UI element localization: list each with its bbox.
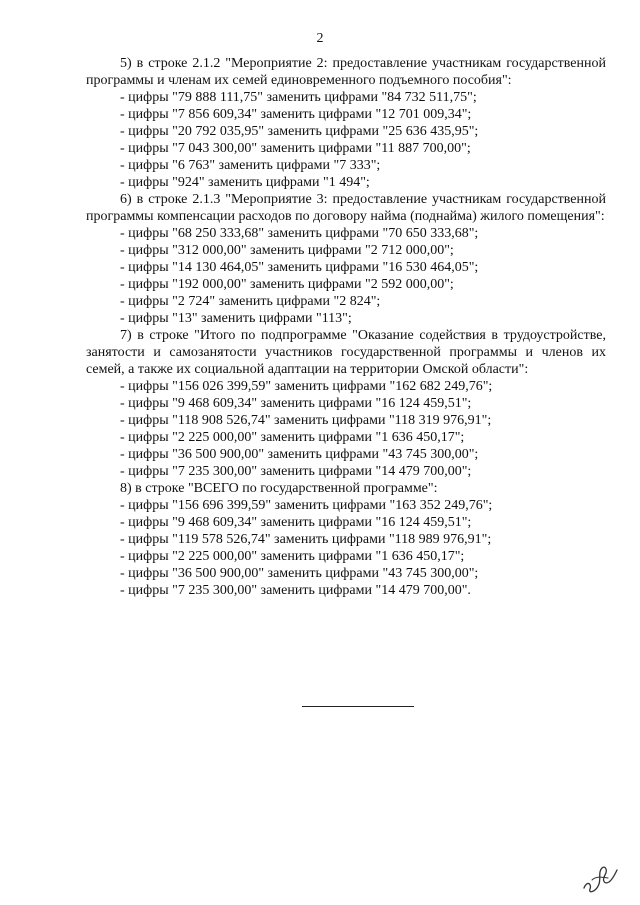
section-intro: 6) в строке 2.1.3 "Мероприятие 3: предоставление участникам государственной программы компенсации расходов по договору найма (поднайма) жилого помещения": xyxy=(86,192,606,224)
list-item: - цифры "156 026 399,59" заменить цифрами "162 682 249,76"; xyxy=(120,379,493,394)
section-5 xyxy=(86,55,606,191)
end-separator-line xyxy=(302,706,414,707)
list-item: - цифры "7 235 300,00" заменить цифрами "14 479 700,00". xyxy=(120,583,471,598)
section-8 xyxy=(86,480,606,599)
list-item: - цифры "312 000,00" заменить цифрами "2 712 000,00"; xyxy=(120,243,454,258)
list-item: - цифры "13" заменить цифрами "113"; xyxy=(120,311,352,326)
list-item: - цифры "2 225 000,00" заменить цифрами "1 636 450,17"; xyxy=(120,430,465,445)
list-item: - цифры "118 908 526,74" заменить цифрами "118 319 976,91"; xyxy=(120,413,492,428)
document-body xyxy=(86,55,606,599)
list-item: - цифры "2 724" заменить цифрами "2 824"; xyxy=(120,294,381,309)
section-intro: 5) в строке 2.1.2 "Мероприятие 2: предоставление участникам государственной программы и членам их семей единовременного подъемного пособия": xyxy=(86,56,606,88)
list-item: - цифры "924" заменить цифрами "1 494"; xyxy=(120,175,370,190)
list-item: - цифры "68 250 333,68" заменить цифрами "70 650 333,68"; xyxy=(120,226,479,241)
page-number: 2 xyxy=(316,31,324,46)
list-item: - цифры "119 578 526,74" заменить цифрами "118 989 976,91"; xyxy=(120,532,492,547)
section-6 xyxy=(86,191,606,327)
list-item: - цифры "14 130 464,05" заменить цифрами "16 530 464,05"; xyxy=(120,260,479,275)
list-item: - цифры "7 856 609,34" заменить цифрами "12 701 009,34"; xyxy=(120,107,472,122)
list-item: - цифры "36 500 900,00" заменить цифрами "43 745 300,00"; xyxy=(120,566,479,581)
list-item: - цифры "36 500 900,00" заменить цифрами "43 745 300,00"; xyxy=(120,447,479,462)
list-item: - цифры "79 888 111,75" заменить цифрами "84 732 511,75"; xyxy=(120,90,477,105)
section-intro: 8) в строке "ВСЕГО по государственной программе": xyxy=(120,481,438,496)
list-item: - цифры "9 468 609,34" заменить цифрами "16 124 459,51"; xyxy=(120,396,472,411)
section-intro: 7) в строке "Итого по подпрограмме "Оказание содействия в трудоустройстве, занятости и самозанятости участников государственной программы и членов их семей, а также их социальной адаптации на территории Омской области": xyxy=(86,328,606,377)
list-item: - цифры "20 792 035,95" заменить цифрами "25 636 435,95"; xyxy=(120,124,479,139)
list-item: - цифры "156 696 399,59" заменить цифрами "163 352 249,76"; xyxy=(120,498,493,513)
section-7 xyxy=(86,327,606,480)
list-item: - цифры "9 468 609,34" заменить цифрами "16 124 459,51"; xyxy=(120,515,472,530)
signature-mark xyxy=(578,858,620,898)
list-item: - цифры "192 000,00" заменить цифрами "2 592 000,00"; xyxy=(120,277,454,292)
list-item: - цифры "6 763" заменить цифрами "7 333"; xyxy=(120,158,381,173)
list-item: - цифры "7 043 300,00" заменить цифрами "11 887 700,00"; xyxy=(120,141,471,156)
list-item: - цифры "2 225 000,00" заменить цифрами "1 636 450,17"; xyxy=(120,549,465,564)
list-item: - цифры "7 235 300,00" заменить цифрами "14 479 700,00"; xyxy=(120,464,472,479)
